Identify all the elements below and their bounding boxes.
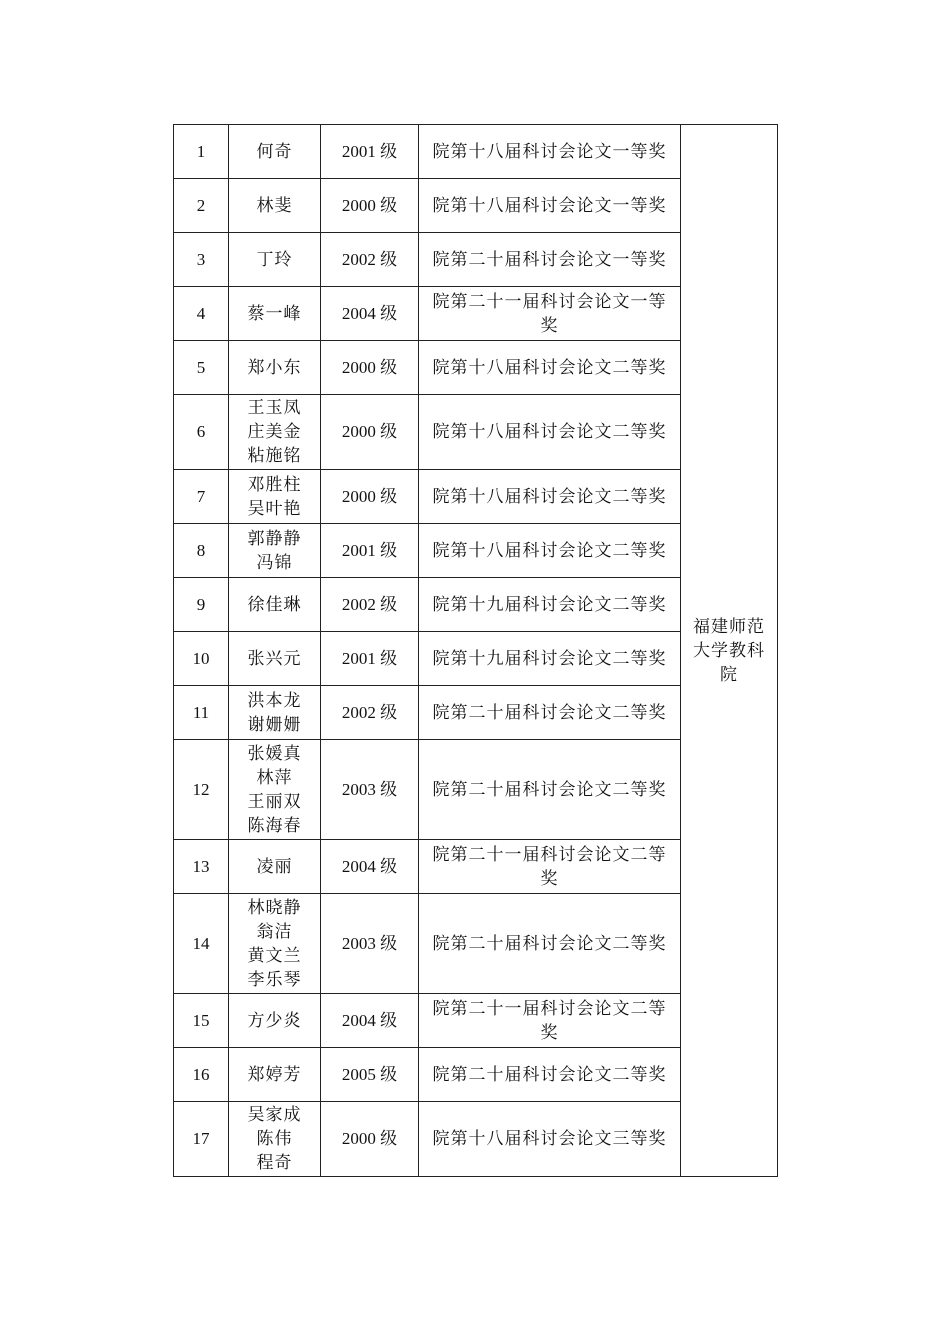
student-name: 吴叶艳 xyxy=(247,498,302,519)
student-names xyxy=(229,632,321,686)
student-names xyxy=(229,179,321,233)
student-name: 冯锦 xyxy=(256,552,293,573)
grade-year: 2001 级 xyxy=(321,125,419,179)
award-title: 院第二十届科讨会论文二等奖 xyxy=(419,740,681,840)
award-title: 院第二十一届科讨会论文二等奖 xyxy=(419,994,681,1048)
student-name: 谢姗姗 xyxy=(247,714,302,735)
grade-year: 2001 级 xyxy=(321,524,419,578)
student-name: 林晓静 xyxy=(247,897,302,918)
row-number: 4 xyxy=(174,287,229,341)
student-name: 粘施铭 xyxy=(247,446,302,466)
award-title: 院第十八届科讨会论文一等奖 xyxy=(419,125,681,179)
student-name: 丁玲 xyxy=(256,249,293,270)
award-title: 院第十九届科讨会论文二等奖 xyxy=(419,632,681,686)
award-title: 院第二十届科讨会论文二等奖 xyxy=(419,686,681,740)
grade-year: 2000 级 xyxy=(321,395,419,470)
student-name: 李乐琴 xyxy=(247,969,302,990)
grade-year: 2002 级 xyxy=(321,233,419,287)
student-name: 张兴元 xyxy=(247,648,302,669)
student-names xyxy=(229,341,321,395)
student-names xyxy=(229,840,321,894)
grade-year: 2004 级 xyxy=(321,840,419,894)
grade-year: 2000 级 xyxy=(321,179,419,233)
award-title: 院第十九届科讨会论文二等奖 xyxy=(419,578,681,632)
student-name: 吴家成 xyxy=(247,1105,302,1125)
table-row xyxy=(174,125,778,179)
student-name: 王玉凤 xyxy=(247,398,302,418)
student-name: 郑婷芳 xyxy=(247,1064,302,1085)
row-number: 6 xyxy=(174,395,229,470)
award-title: 院第二十届科讨会论文二等奖 xyxy=(419,1048,681,1102)
row-number: 10 xyxy=(174,632,229,686)
student-name: 陈伟 xyxy=(256,1129,293,1149)
row-number: 2 xyxy=(174,179,229,233)
grade-year: 2000 级 xyxy=(321,341,419,395)
row-number: 1 xyxy=(174,125,229,179)
row-number: 5 xyxy=(174,341,229,395)
row-number: 11 xyxy=(174,686,229,740)
student-name: 洪本龙 xyxy=(247,690,302,711)
row-number: 12 xyxy=(174,740,229,840)
student-name: 凌丽 xyxy=(256,856,293,877)
student-name: 翁洁 xyxy=(256,921,293,942)
row-number: 9 xyxy=(174,578,229,632)
student-names xyxy=(229,740,321,840)
student-name: 徐佳琳 xyxy=(247,594,302,615)
grade-year: 2002 级 xyxy=(321,578,419,632)
grade-year: 2003 级 xyxy=(321,894,419,994)
student-names xyxy=(229,470,321,524)
student-name: 何奇 xyxy=(256,141,293,162)
grade-year: 2003 级 xyxy=(321,740,419,840)
row-number: 13 xyxy=(174,840,229,894)
row-number: 8 xyxy=(174,524,229,578)
row-number: 3 xyxy=(174,233,229,287)
grade-year: 2000 级 xyxy=(321,470,419,524)
grade-year: 2001 级 xyxy=(321,632,419,686)
awards-table xyxy=(173,124,778,1177)
student-name: 林斐 xyxy=(256,195,293,216)
student-name: 黄文兰 xyxy=(247,945,302,966)
student-names xyxy=(229,395,321,470)
row-number: 7 xyxy=(174,470,229,524)
award-title: 院第十八届科讨会论文二等奖 xyxy=(419,470,681,524)
award-title: 院第十八届科讨会论文二等奖 xyxy=(419,341,681,395)
student-names xyxy=(229,578,321,632)
student-name: 陈海春 xyxy=(247,815,302,836)
organization-cell: 福建师范大学教科院 xyxy=(681,125,778,1177)
grade-year: 2000 级 xyxy=(321,1102,419,1177)
award-title: 院第二十一届科讨会论文一等奖 xyxy=(419,287,681,341)
student-names xyxy=(229,125,321,179)
row-number: 14 xyxy=(174,894,229,994)
student-name: 程奇 xyxy=(256,1153,293,1173)
grade-year: 2004 级 xyxy=(321,994,419,1048)
award-title: 院第二十一届科讨会论文二等奖 xyxy=(419,840,681,894)
student-name: 方少炎 xyxy=(247,1010,302,1031)
student-name: 王丽双 xyxy=(247,791,302,812)
student-name: 张媛真 xyxy=(247,743,302,764)
award-title: 院第十八届科讨会论文二等奖 xyxy=(419,395,681,470)
student-name: 郭静静 xyxy=(247,528,302,549)
student-names xyxy=(229,1048,321,1102)
student-name: 郑小东 xyxy=(247,357,302,378)
grade-year: 2005 级 xyxy=(321,1048,419,1102)
award-title: 院第十八届科讨会论文一等奖 xyxy=(419,179,681,233)
award-title: 院第二十届科讨会论文二等奖 xyxy=(419,894,681,994)
award-title: 院第十八届科讨会论文二等奖 xyxy=(419,524,681,578)
grade-year: 2004 级 xyxy=(321,287,419,341)
student-names xyxy=(229,894,321,994)
student-names xyxy=(229,524,321,578)
award-title: 院第二十届科讨会论文一等奖 xyxy=(419,233,681,287)
grade-year: 2002 级 xyxy=(321,686,419,740)
student-names xyxy=(229,233,321,287)
student-names xyxy=(229,994,321,1048)
awards-table-body xyxy=(174,125,778,1177)
student-name: 庄美金 xyxy=(247,422,302,442)
student-names xyxy=(229,686,321,740)
row-number: 17 xyxy=(174,1102,229,1177)
student-name: 邓胜柱 xyxy=(247,474,302,495)
row-number: 16 xyxy=(174,1048,229,1102)
student-name: 蔡一峰 xyxy=(247,303,302,324)
student-name: 林萍 xyxy=(256,767,293,788)
award-title: 院第十八届科讨会论文三等奖 xyxy=(419,1102,681,1177)
row-number: 15 xyxy=(174,994,229,1048)
student-names xyxy=(229,287,321,341)
student-names xyxy=(229,1102,321,1177)
